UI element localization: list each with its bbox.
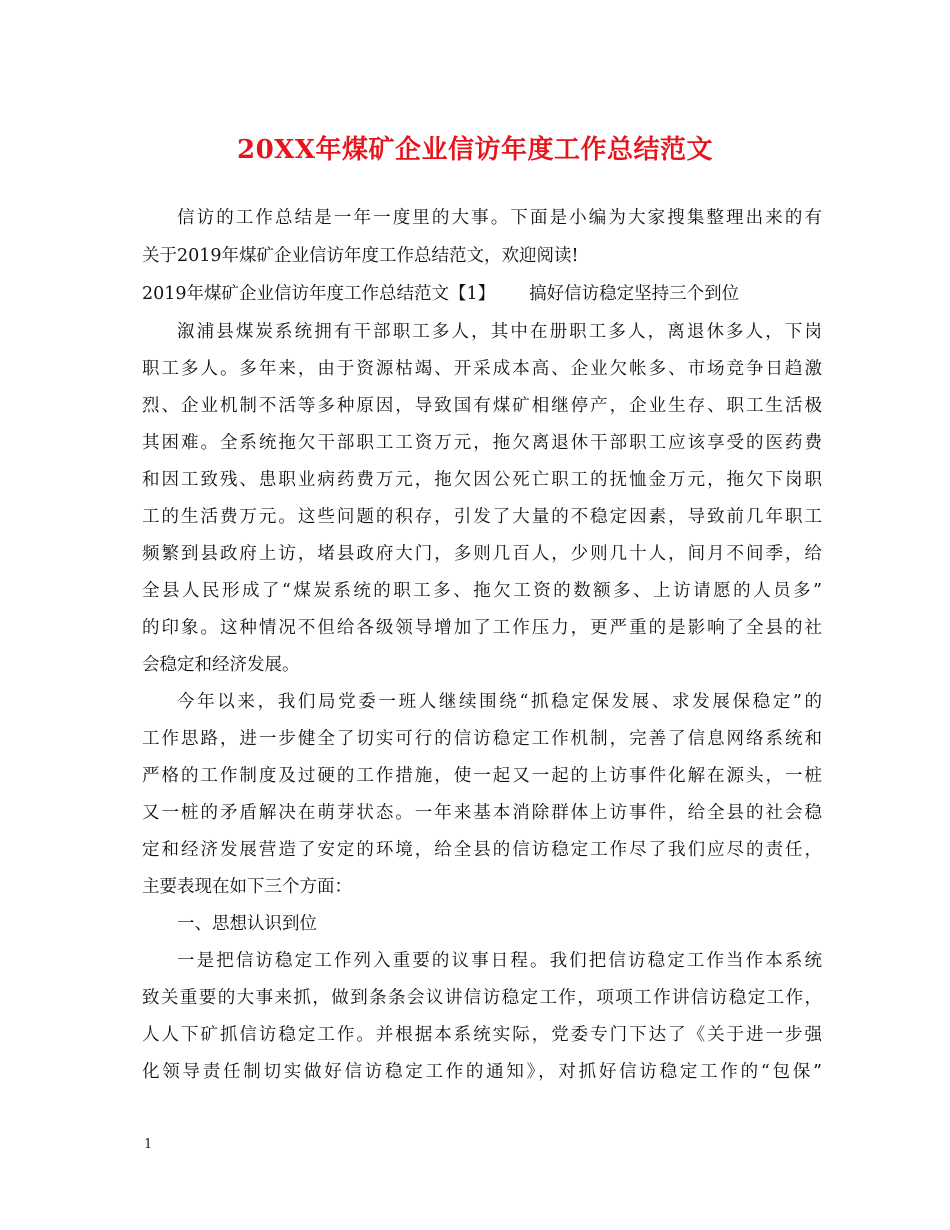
paragraph-line: 工的生活费万元。这些问题的积存，引发了大量的不稳定因素，导致前几年职工 bbox=[142, 507, 822, 527]
paragraph-line: 全县人民形成了“煤炭系统的职工多、拖欠工资的数额多、上访请愿的人员多” bbox=[142, 581, 822, 601]
paragraph-line: 致关重要的大事来抓，做到条条会议讲信访稳定工作，项项工作讲信访稳定工作， bbox=[142, 988, 822, 1008]
paragraph-line: 工作思路，进一步健全了切实可行的信访稳定工作机制，完善了信息网络系统和 bbox=[142, 729, 822, 749]
document-title: 20XX年煤矿企业信访年度工作总结范文 bbox=[236, 135, 714, 165]
paragraph-line: 溆浦县煤炭系统拥有干部职工多人，其中在册职工多人，离退休多人，下岗 bbox=[177, 322, 822, 342]
paragraph-line: 会稳定和经济发展。 bbox=[142, 655, 300, 675]
paragraph-line: 职工多人。多年来，由于资源枯竭、开采成本高、企业欠帐多、市场竞争日趋激 bbox=[142, 359, 822, 379]
intro-line: 关于2019年煤矿企业信访年度工作总结范文，欢迎阅读! bbox=[142, 246, 579, 266]
intro-line: 信访的工作总结是一年一度里的大事。下面是小编为大家搜集整理出来的有 bbox=[177, 208, 822, 228]
section-heading-title: 2019年煤矿企业信访年度工作总结范文【1】 bbox=[142, 284, 496, 304]
paragraph-line: 和因工致残、患职业病药费万元，拖欠因公死亡职工的抚恤金万元，拖欠下岗职 bbox=[142, 470, 822, 490]
section-heading-subtitle: 搞好信访稳定坚持三个到位 bbox=[529, 284, 740, 304]
paragraph-line: 一是把信访稳定工作列入重要的议事日程。我们把信访稳定工作当作本系统 bbox=[177, 951, 822, 971]
paragraph-line: 主要表现在如下三个方面： bbox=[142, 877, 352, 897]
paragraph-line: 化领导责任制切实做好信访稳定工作的通知》，对抓好信访稳定工作的“包保” bbox=[142, 1062, 822, 1082]
page-number: 1 bbox=[144, 1137, 153, 1152]
paragraph-line: 频繁到县政府上访，堵县政府大门，多则几百人，少则几十人，间月不间季，给 bbox=[142, 544, 822, 564]
subsection-heading: 一、思想认识到位 bbox=[177, 914, 317, 934]
paragraph-line: 定和经济发展营造了安定的环境，给全县的信访稳定工作尽了我们应尽的责任， bbox=[142, 840, 822, 860]
paragraph-line: 又一桩的矛盾解决在萌芽状态。一年来基本消除群体上访事件，给全县的社会稳 bbox=[142, 803, 822, 823]
paragraph-line: 其困难。全系统拖欠干部职工工资万元，拖欠离退休干部职工应该享受的医药费 bbox=[142, 433, 822, 453]
paragraph-line: 严格的工作制度及过硬的工作措施，使一起又一起的上访事件化解在源头，一桩 bbox=[142, 766, 822, 786]
paragraph-line: 今年以来，我们局党委一班人继续围绕“抓稳定保发展、求发展保稳定”的 bbox=[177, 692, 822, 712]
paragraph-line: 的印象。这种情况不但给各级领导增加了工作压力，更严重的是影响了全县的社 bbox=[142, 618, 822, 638]
section-heading bbox=[142, 282, 822, 306]
paragraph-line: 烈、企业机制不活等多种原因，导致国有煤矿相继停产，企业生存、职工生活极 bbox=[142, 396, 822, 416]
paragraph-line: 人人下矿抓信访稳定工作。并根据本系统实际，党委专门下达了《关于进一步强 bbox=[142, 1025, 822, 1045]
